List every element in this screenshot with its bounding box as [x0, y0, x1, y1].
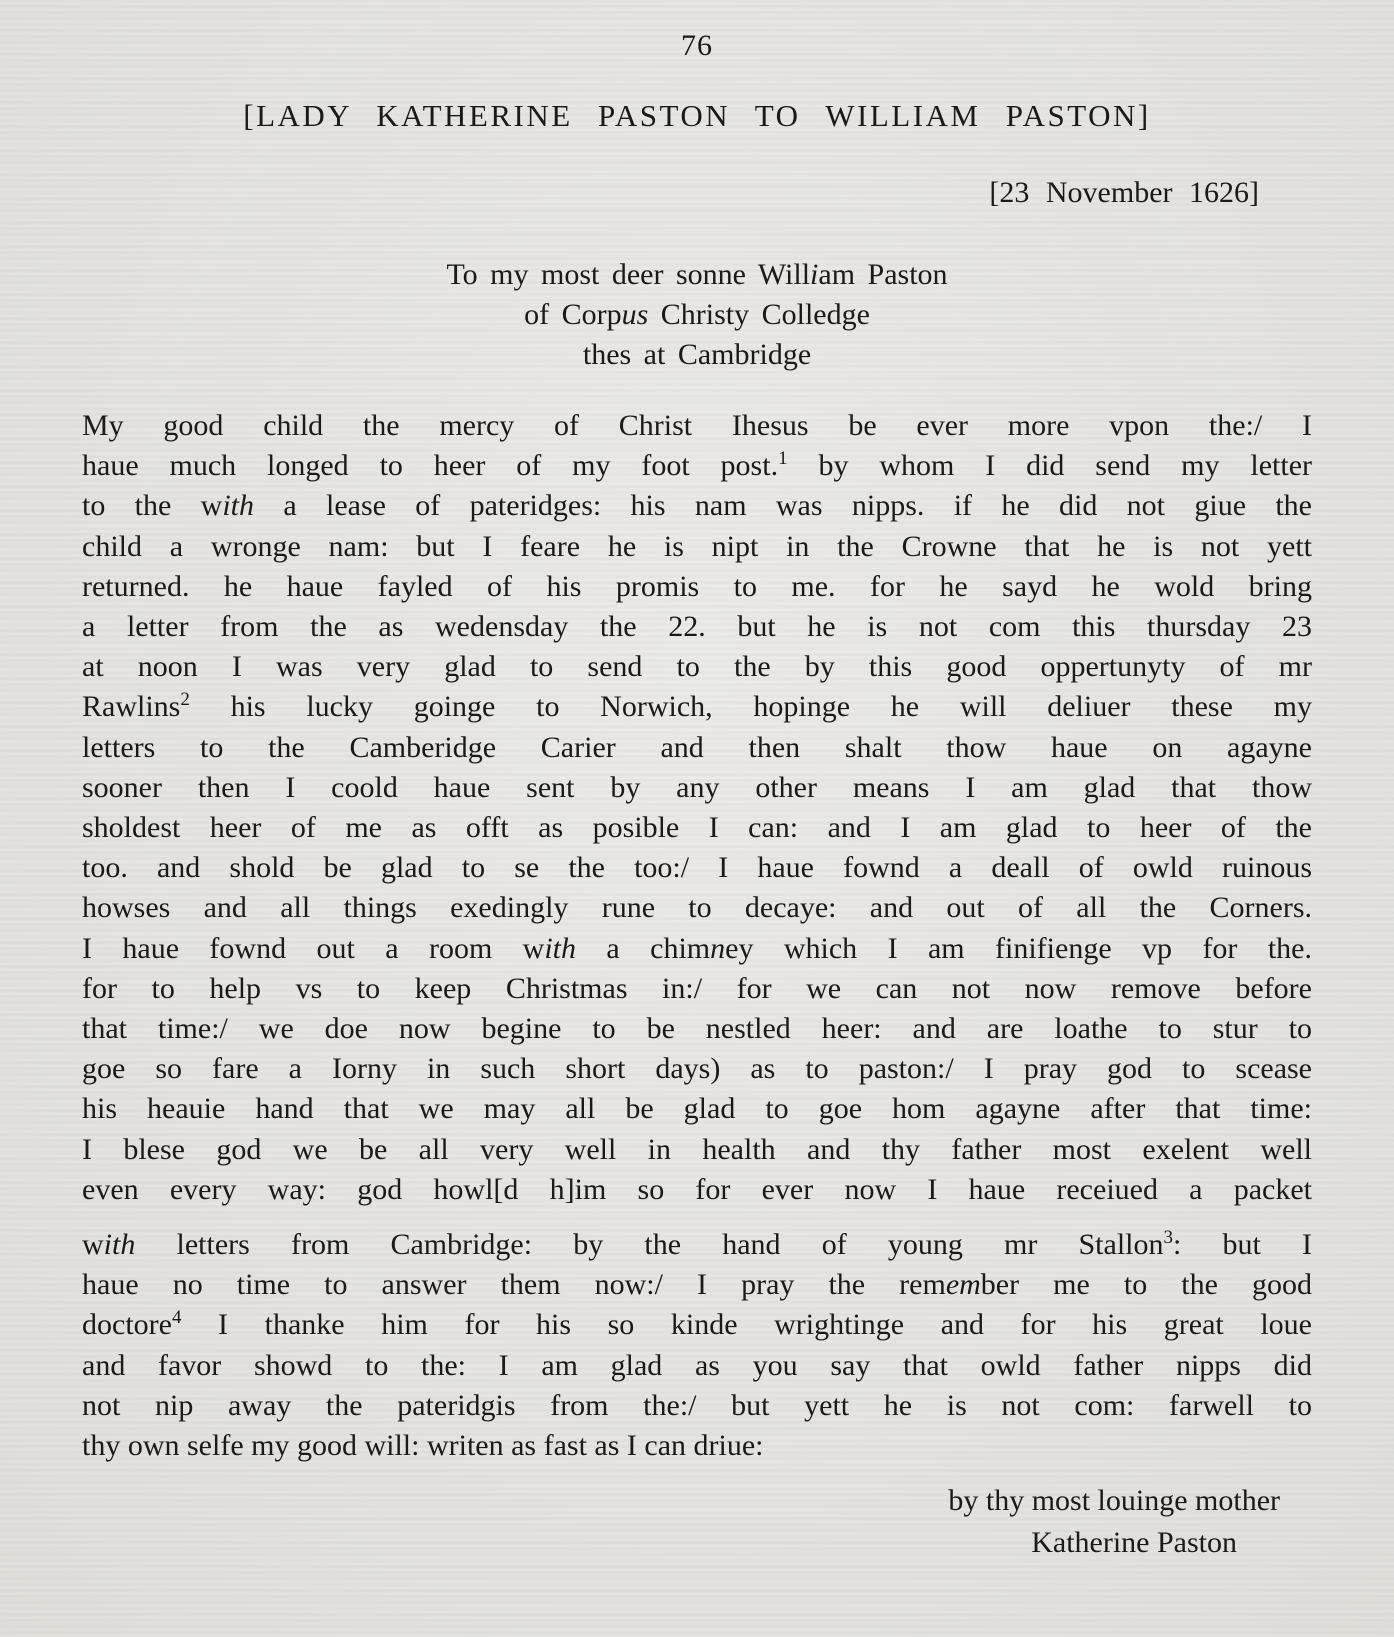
body-line: at noon I was very glad to send to the by this good oppertunyty of mr — [82, 650, 1312, 684]
body-paragraph-2 — [82, 1225, 1312, 1466]
address-block — [0, 255, 1394, 375]
body-line: to the with a lease of pateridges: his nam was nipps. if he did not giue the — [82, 489, 1312, 523]
body-line: howses and all things exedingly rune to decaye: and out of all the Corners. — [82, 891, 1312, 925]
body-line: and favor showd to the: I am glad as you say that owld father nipps did — [82, 1348, 1312, 1382]
body-line: sholdest heer of me as offt as posible I can: and I am glad to heer of the — [82, 811, 1312, 845]
body-line: too. and shold be glad to se the too:/ I haue fownd a deall of owld ruinous — [82, 851, 1312, 885]
signature-byline: by thy most louinge mother — [948, 1484, 1280, 1518]
letter-heading: [LADY KATHERINE PASTON TO WILLIAM PASTON] — [243, 98, 1151, 133]
signature-block — [82, 1480, 1312, 1564]
body-line: letters to the Camberidge Carier and then shalt thow haue on agayne — [82, 730, 1312, 764]
body-line: doctore$^4$ I thanke him for his so kinde wrightinge and for his great loue — [82, 1307, 1312, 1342]
body-line: I blese god we be all very well in health and thy father most exelent well — [82, 1132, 1312, 1166]
body-line: thy own selfe my good will: writen as fast as I can driue: — [82, 1429, 764, 1463]
body-line: haue no time to answer them now:/ I pray the remember me to the good — [82, 1268, 1312, 1302]
address-line: To my most deer sonne William Paston — [446, 258, 948, 291]
address-line: thes at Cambridge — [582, 338, 812, 371]
body-line: not nip away the pateridgis from the:/ but yett he is not com: farwell to — [82, 1388, 1312, 1422]
body-paragraph-1 — [82, 406, 1312, 1210]
body-line: that time:/ we doe now begine to be nestled heer: and are loathe to stur to — [82, 1012, 1312, 1046]
body-line: I haue fownd out a room with a chimney which I am finifienge vp for the. — [82, 931, 1312, 965]
signature-name: Katherine Paston — [1031, 1526, 1237, 1560]
address-line: of Corpus Christy Colledge — [524, 298, 870, 331]
body-line: sooner then I coold haue sent by any other means I am glad that thow — [82, 770, 1312, 804]
letter-date: [23 November 1626] — [989, 176, 1259, 209]
body-line: with letters from Cambridge: by the hand of young mr Stallon$^3$: but I — [82, 1227, 1312, 1262]
body-line: a letter from the as wedensday the 22. but he is not com this thursday 23 — [82, 610, 1312, 644]
body-line: his heauie hand that we may all be glad to goe hom agayne after that time: — [82, 1092, 1312, 1126]
body-line: for to help vs to keep Christmas in:/ for we can not now remove before — [82, 971, 1312, 1005]
body-line: goe so fare a Iorny in such short days) as to paston:/ I pray god to scease — [82, 1052, 1312, 1086]
body-line: My good child the mercy of Christ Ihesus be ever more vpon the:/ I — [82, 409, 1312, 442]
body-line: returned. he haue fayled of his promis to me. for he sayd he wold bring — [82, 569, 1312, 603]
body-line: even every way: god howl[d h]im so for ever now I haue receiued a packet — [82, 1172, 1312, 1206]
body-line: child a wronge nam: but I feare he is nipt in the Crowne that he is not yett — [82, 529, 1312, 563]
body-line: haue much longed to heer of my foot post.$^1$ by whom I did send my letter — [82, 448, 1312, 483]
letter-body — [82, 406, 1312, 1564]
page-number: 76 — [681, 29, 713, 62]
body-line: Rawlins$^2$ his lucky goinge to Norwich, hopinge he will deliuer these my — [82, 689, 1312, 724]
